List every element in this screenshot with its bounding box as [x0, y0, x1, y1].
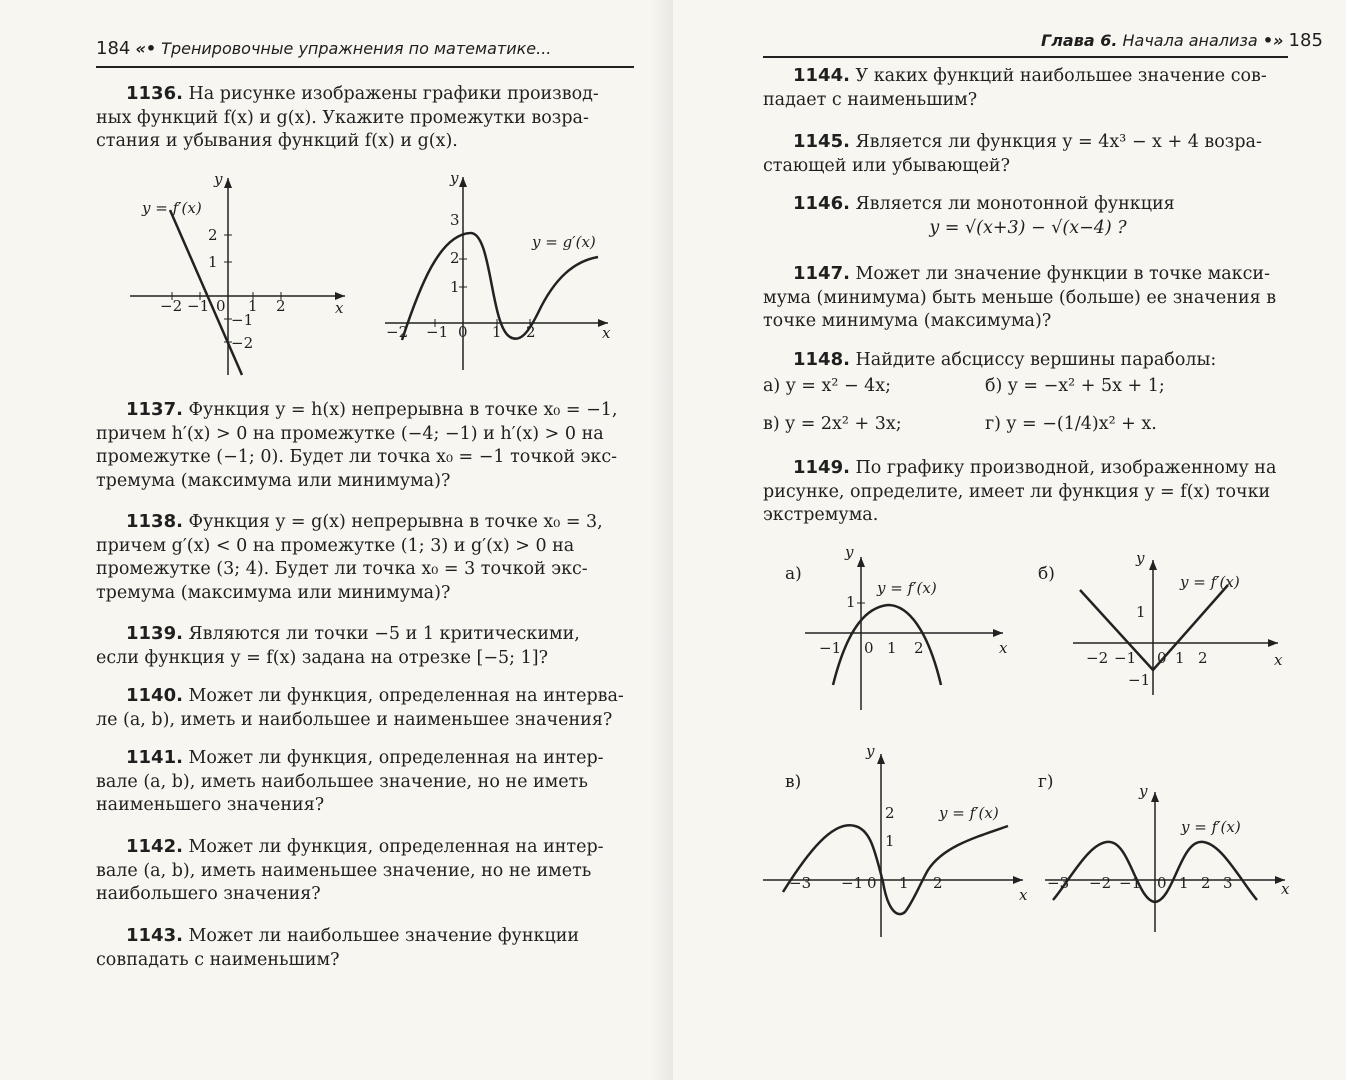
problem-line: экстремума.	[763, 505, 879, 525]
tick-label: 2	[1198, 649, 1208, 667]
problem-line: стания и убывания функций f(x) и g(x).	[96, 131, 458, 151]
problem-1149	[763, 456, 1293, 528]
problem-line: рисунке, определите, имеет ли функция y = f(x) точки	[763, 481, 1271, 502]
tick-label: 1	[1175, 649, 1185, 667]
problem-line: падает с наименьшим?	[763, 89, 978, 110]
problem-line: Может ли наибольшее значение функции	[188, 926, 580, 946]
tick-label: 2	[914, 639, 924, 657]
chapter: Глава 6.	[1041, 31, 1118, 50]
problem-line: стающей или убывающей?	[763, 155, 1010, 176]
tick-label: −1	[187, 297, 210, 315]
problem-number: 1139.	[126, 623, 183, 644]
page-number: 185	[1288, 30, 1323, 51]
graph-label: y = f′(x)	[142, 199, 202, 217]
option-v: в) y = 2x² + 3x;	[763, 414, 902, 434]
tick-label: −1	[819, 639, 842, 657]
graph-g	[1045, 782, 1305, 952]
problem-line: Является ли функция y = 4x³ − x + 4 возра-	[855, 132, 1262, 152]
tick-label: −1	[841, 874, 864, 892]
problem-1143	[96, 924, 641, 972]
x-arrow-icon	[993, 629, 1003, 637]
problem-line: причем h′(x) > 0 на промежутке (−4; −1) и h′(x) > 0 на	[96, 423, 604, 444]
problem-line: Найдите абсциссу вершины параболы:	[855, 350, 1217, 370]
graph-f-prime	[130, 170, 370, 380]
problem-line: точке минимума (максимума)?	[763, 311, 1052, 331]
tick-label: −1	[1119, 874, 1142, 892]
tick-label: −3	[789, 874, 812, 892]
header-rule	[763, 56, 1288, 58]
tick-label: −1	[426, 323, 449, 341]
tick-label: 3	[1223, 874, 1233, 892]
problem-number: 1136.	[126, 83, 183, 104]
y-axis-label: y	[845, 543, 854, 561]
y-arrow-icon	[1149, 560, 1157, 570]
tick-label: 2	[526, 323, 536, 341]
problem-number: 1137.	[126, 399, 183, 420]
problem-number: 1141.	[126, 747, 183, 768]
graph-label: y = f′(x)	[939, 804, 999, 822]
problem-1147	[763, 262, 1293, 334]
y-axis-label: y	[1139, 782, 1148, 800]
tick-label: 1	[1136, 603, 1146, 621]
problem-1138	[96, 510, 641, 605]
tick-label: 1	[492, 323, 502, 341]
tick-label: 2	[1201, 874, 1211, 892]
tick-label: −2	[231, 334, 254, 352]
x-axis-label: x	[999, 639, 1008, 657]
problem-line: По графику производной, изображенному на	[855, 458, 1277, 478]
x-axis-label: x	[1019, 886, 1028, 904]
y-arrow-icon	[459, 177, 467, 187]
x-axis-label: x	[1274, 651, 1283, 669]
tick-label: 0	[1157, 874, 1167, 892]
right-page	[673, 0, 1346, 1080]
problem-line: Может ли значение функции в точке макси-	[855, 264, 1270, 284]
problem-number: 1147.	[793, 263, 850, 284]
chapter-title: Начала анализа	[1122, 31, 1258, 50]
problem-number: 1140.	[126, 685, 183, 706]
problem-1141	[96, 746, 641, 818]
problem-line: если функция y = f(x) задана на отрезке [−5; 1]?	[96, 647, 548, 668]
problem-line: Функция y = g(x) непрерывна в точке x₀ = 3,	[188, 512, 603, 532]
problem-1146	[763, 192, 1293, 240]
y-axis-label: y	[866, 742, 875, 760]
tick-label: −2	[386, 323, 409, 341]
tick-label: 0	[1157, 649, 1167, 667]
option-b: б) y = −x² + 5x + 1;	[985, 376, 1165, 396]
problem-1137	[96, 398, 641, 493]
y-axis-label: y	[450, 169, 459, 187]
left-running-head	[96, 38, 551, 59]
graph-letter: а)	[785, 564, 802, 584]
problem-line: ных функций f(x) и g(x). Укажите промежутки возра-	[96, 107, 589, 128]
graph-b	[1068, 545, 1298, 715]
problem-line: вале (a, b), иметь наименьшее значение, но не иметь	[96, 860, 592, 881]
problem-line: промежутке (3; 4). Будет ли точка x₀ = 3 точкой экс-	[96, 559, 588, 579]
x-arrow-icon	[1268, 639, 1278, 647]
problem-number: 1148.	[793, 349, 850, 370]
tick-label: 1	[887, 639, 897, 657]
problem-number: 1145.	[793, 131, 850, 152]
problem-line: ле (a, b), иметь и наибольшее и наименьшее значения?	[96, 709, 613, 730]
problem-number: 1149.	[793, 457, 850, 478]
tick-label: 1	[846, 593, 856, 611]
tick-label: 2	[208, 226, 218, 244]
x-axis-label: x	[335, 299, 344, 317]
tick-label: 0	[867, 874, 877, 892]
graph-a	[803, 545, 1023, 715]
tick-label: −2	[160, 297, 183, 315]
tick-label: 1	[248, 297, 258, 315]
problem-line: причем g′(x) < 0 на промежутке (1; 3) и g′(x) > 0 на	[96, 535, 575, 556]
problem-number: 1142.	[126, 836, 183, 857]
tick-label: −1	[1128, 671, 1151, 689]
graph-label: y = f′(x)	[1180, 573, 1240, 591]
y-axis-label: y	[214, 170, 223, 188]
y-arrow-icon	[224, 178, 232, 188]
tick-label: −2	[1089, 874, 1112, 892]
option-g: г) y = −(1/4)x² + x.	[985, 414, 1157, 434]
problem-number: 1138.	[126, 511, 183, 532]
problem-line: тремума (максимума или минимума)?	[96, 470, 451, 491]
problem-line: Являются ли точки −5 и 1 критическими,	[188, 624, 580, 644]
option-a: а) y = x² − 4x;	[763, 376, 892, 396]
problem-1142	[96, 835, 641, 907]
graph-label: y = f′(x)	[877, 579, 937, 597]
problem-1145	[763, 130, 1293, 178]
graph-label: y = g′(x)	[532, 233, 596, 251]
right-running-head	[1041, 30, 1323, 51]
marker: •»	[1262, 31, 1284, 50]
problem-line: наибольшего значения?	[96, 884, 321, 904]
problem-line: вале (a, b), иметь наибольшее значение, но не иметь	[96, 771, 588, 792]
x-axis-label: x	[1281, 880, 1290, 898]
graph-letter: в)	[785, 772, 802, 792]
tick-label: −1	[1114, 649, 1137, 667]
problem-formula: y = √(x+3) − √(x−4) ?	[929, 217, 1127, 238]
tick-label: 0	[864, 639, 874, 657]
tick-label: 2	[276, 297, 286, 315]
problem-line: На рисунке изображены графики производ-	[188, 84, 599, 104]
tick-label: −2	[1086, 649, 1109, 667]
graph-letter: б)	[1038, 564, 1055, 584]
tick-label: −1	[231, 311, 254, 329]
tick-label: 1	[1179, 874, 1189, 892]
tick-label: 2	[450, 249, 460, 267]
problem-line: У каких функций наибольшее значение сов-	[855, 66, 1267, 86]
header-rule	[96, 66, 634, 68]
x-axis-label: x	[602, 324, 611, 342]
tick-label: 1	[899, 874, 909, 892]
y-arrow-icon	[1151, 792, 1159, 802]
problem-1136	[96, 82, 641, 154]
tick-label: 0	[216, 297, 226, 315]
problem-line: тремума (максимума или минимума)?	[96, 582, 451, 603]
problem-line: Является ли монотонной функция	[855, 194, 1175, 214]
marker: «•	[135, 39, 157, 58]
problem-1148	[763, 348, 1293, 373]
y-arrow-icon	[877, 754, 885, 764]
problem-line: мума (минимума) быть меньше (больше) ее значения в	[763, 287, 1277, 308]
problem-1144	[763, 64, 1293, 112]
problem-line: наименьшего значения?	[96, 795, 325, 815]
y-axis-label: y	[1136, 549, 1145, 567]
page-number: 184	[96, 38, 131, 59]
problem-number: 1146.	[793, 193, 850, 214]
problem-line: промежутке (−1; 0). Будет ли точка x₀ = −1 точкой экс-	[96, 447, 618, 467]
tick-label: 1	[208, 253, 218, 271]
graph-label: y = f′(x)	[1181, 818, 1241, 836]
problem-1139	[96, 622, 641, 670]
tick-label: 0	[458, 323, 468, 341]
tick-label: −3	[1047, 874, 1070, 892]
problem-line: Функция y = h(x) непрерывна в точке x₀ = −1,	[188, 400, 618, 420]
graph-g-prime	[380, 165, 620, 375]
tick-label: 2	[885, 804, 895, 822]
graph-v	[763, 742, 1033, 942]
problem-line: Может ли функция, определенная на интер-	[188, 748, 604, 768]
problem-line: Может ли функция, определенная на интерва-	[188, 686, 624, 706]
y-arrow-icon	[857, 557, 865, 567]
tick-label: 2	[933, 874, 943, 892]
x-arrow-icon	[1013, 876, 1023, 884]
graph-letter: г)	[1038, 772, 1054, 792]
problem-number: 1143.	[126, 925, 183, 946]
running-title: Тренировочные упражнения по математике...	[161, 39, 552, 58]
curve	[783, 825, 1008, 914]
problem-number: 1144.	[793, 65, 850, 86]
problem-line: Может ли функция, определенная на интер-	[188, 837, 604, 857]
tick-label: 1	[450, 278, 460, 296]
problem-1140	[96, 684, 641, 732]
tick-label: 3	[450, 211, 460, 229]
tick-label: 1	[885, 832, 895, 850]
problem-line: совпадать с наименьшим?	[96, 949, 340, 970]
